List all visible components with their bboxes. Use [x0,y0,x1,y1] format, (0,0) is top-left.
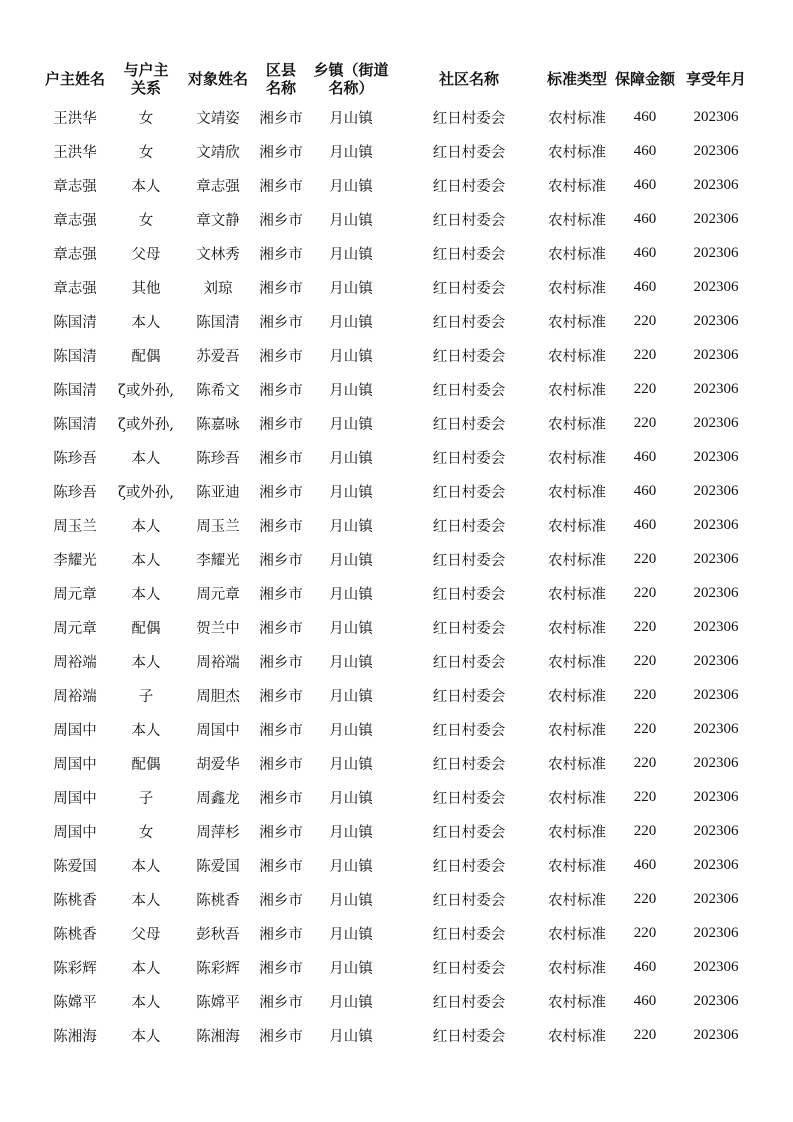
relationship-cell: 本人 [131,1028,161,1045]
period-cell: 202306 [693,142,739,159]
household-head-name-cell: 陈彩辉 [53,960,97,977]
community-cell: 红日村委会 [432,620,506,637]
township-cell: 月山镇 [329,790,373,807]
beneficiary-table [40,58,752,1052]
period-cell: 202306 [693,584,739,601]
township-cell: 月山镇 [329,178,373,195]
recipient-name-cell: 胡爱华 [196,756,240,773]
community-cell: 红日村委会 [432,756,506,773]
relationship-cell: 女 [138,110,154,127]
county-cell: 湘乡市 [259,178,303,195]
household-head-name-cell: 周元章 [53,586,97,603]
household-head-name-cell: 陈桃香 [53,926,97,943]
community-cell: 红日村委会 [432,484,506,501]
township-cell: 月山镇 [329,586,373,603]
recipient-name-cell: 周胆杰 [196,688,240,705]
period-cell: 202306 [693,924,739,941]
recipient-name-cell: 陈彩辉 [196,960,240,977]
relationship-cell: 女 [138,212,154,229]
county-cell: 湘乡市 [259,552,303,569]
standard-type-cell: 农村标准 [548,382,606,399]
county-cell: 湘乡市 [259,144,303,161]
household-head-name-cell: 陈珍吾 [53,484,97,501]
township-cell: 月山镇 [329,110,373,127]
township-cell: 月山镇 [329,654,373,671]
table-row [40,576,752,610]
recipient-name-cell: 陈亚迪 [196,484,240,501]
amount-cell: 460 [633,108,657,125]
township-cell: 月山镇 [329,144,373,161]
amount-cell: 460 [633,482,657,499]
township-cell: 月山镇 [329,892,373,909]
standard-type-cell: 农村标准 [548,654,606,671]
township-cell: 月山镇 [329,688,373,705]
county-cell: 湘乡市 [259,654,303,671]
community-cell: 红日村委会 [432,586,506,603]
period-cell: 202306 [693,312,739,329]
relationship-cell: 本人 [131,994,161,1011]
household-head-name-cell: 陈珍吾 [53,450,97,467]
township-cell: 月山镇 [329,212,373,229]
household-head-name-cell: 陈爱国 [53,858,97,875]
standard-type-cell: 农村标准 [548,246,606,263]
standard-type-cell: 农村标准 [548,212,606,229]
recipient-name-cell: 陈爱国 [196,858,240,875]
standard-type-cell: 农村标准 [548,926,606,943]
standard-type-cell: 农村标准 [548,688,606,705]
recipient-name-cell: 周鑫龙 [196,790,240,807]
township-cell: 月山镇 [329,518,373,535]
amount-cell: 460 [633,958,657,975]
township-cell: 月山镇 [329,994,373,1011]
standard-type-cell: 农村标准 [548,280,606,297]
township-cell: 月山镇 [329,348,373,365]
relationship-cell: 本人 [131,552,161,569]
relationship-cell: 配偶 [131,348,161,365]
county-cell: 湘乡市 [259,382,303,399]
county-cell: 湘乡市 [259,586,303,603]
period-cell: 202306 [693,278,739,295]
standard-type-cell: 农村标准 [548,892,606,909]
township-cell: 月山镇 [329,382,373,399]
standard-type-cell: 农村标准 [548,144,606,161]
relationship-cell: 本人 [131,314,161,331]
household-head-name-cell: 陈桃香 [53,892,97,909]
header-period: 享受年月 [685,70,746,88]
household-head-name-cell: 章志强 [53,280,97,297]
community-cell: 红日村委会 [432,212,506,229]
township-cell: 月山镇 [329,314,373,331]
table-row [40,474,752,508]
standard-type-cell: 农村标准 [548,518,606,535]
household-head-name-cell: 王洪华 [53,144,97,161]
township-cell: 月山镇 [329,824,373,841]
community-cell: 红日村委会 [432,416,506,433]
recipient-name-cell: 苏爱吾 [196,348,240,365]
period-cell: 202306 [693,754,739,771]
county-cell: 湘乡市 [259,314,303,331]
period-cell: 202306 [693,652,739,669]
relationship-cell: 本人 [131,654,161,671]
table-row [40,950,752,984]
community-cell: 红日村委会 [432,722,506,739]
township-cell: 月山镇 [329,246,373,263]
household-head-name-cell: 周元章 [53,620,97,637]
table-body [40,100,752,1052]
household-head-name-cell: 章志强 [53,246,97,263]
household-head-name-cell: 周裕端 [53,688,97,705]
period-cell: 202306 [693,686,739,703]
amount-cell: 460 [633,448,657,465]
period-cell: 202306 [693,380,739,397]
recipient-name-cell: 陈桃香 [196,892,240,909]
table-row [40,1018,752,1052]
standard-type-cell: 农村标准 [548,722,606,739]
period-cell: 202306 [693,1026,739,1043]
period-cell: 202306 [693,346,739,363]
relationship-cell: 配偶 [131,620,161,637]
table-row [40,304,752,338]
standard-type-cell: 农村标准 [548,484,606,501]
amount-cell: 220 [633,822,657,839]
relationship-cell: 父母 [131,926,161,943]
amount-cell: 220 [633,788,657,805]
relationship-cell: 其他 [131,280,161,297]
county-cell: 湘乡市 [259,756,303,773]
township-cell: 月山镇 [329,620,373,637]
relationship-cell: ζ或外孙, [118,484,174,501]
amount-cell: 460 [633,856,657,873]
table-row [40,610,752,644]
county-cell: 湘乡市 [259,960,303,977]
community-cell: 红日村委会 [432,688,506,705]
community-cell: 红日村委会 [432,246,506,263]
amount-cell: 220 [633,686,657,703]
community-cell: 红日村委会 [432,348,506,365]
standard-type-cell: 农村标准 [548,620,606,637]
community-cell: 红日村委会 [432,144,506,161]
standard-type-cell: 农村标准 [548,586,606,603]
household-head-name-cell: 王洪华 [53,110,97,127]
standard-type-cell: 农村标准 [548,824,606,841]
period-cell: 202306 [693,176,739,193]
community-cell: 红日村委会 [432,450,506,467]
period-cell: 202306 [693,210,739,227]
amount-cell: 220 [633,414,657,431]
table-row [40,236,752,270]
community-cell: 红日村委会 [432,960,506,977]
table-row [40,678,752,712]
household-head-name-cell: 章志强 [53,178,97,195]
amount-cell: 220 [633,550,657,567]
recipient-name-cell: 陈珍吾 [196,450,240,467]
recipient-name-cell: 周玉兰 [196,518,240,535]
standard-type-cell: 农村标准 [548,1028,606,1045]
household-head-name-cell: 陈国清 [53,314,97,331]
table-row [40,338,752,372]
table-row [40,882,752,916]
household-head-name-cell: 陈国清 [53,348,97,365]
relationship-cell: 子 [138,790,154,807]
amount-cell: 220 [633,754,657,771]
recipient-name-cell: 周裕端 [196,654,240,671]
community-cell: 红日村委会 [432,892,506,909]
community-cell: 红日村委会 [432,1028,506,1045]
relationship-cell: ζ或外孙, [118,382,174,399]
amount-cell: 460 [633,142,657,159]
table-row [40,814,752,848]
relationship-cell: 本人 [131,960,161,977]
amount-cell: 220 [633,1026,657,1043]
recipient-name-cell: 陈希文 [196,382,240,399]
county-cell: 湘乡市 [259,722,303,739]
table-row [40,508,752,542]
amount-cell: 460 [633,244,657,261]
amount-cell: 460 [633,278,657,295]
table-row [40,406,752,440]
table-row [40,202,752,236]
amount-cell: 220 [633,720,657,737]
county-cell: 湘乡市 [259,484,303,501]
county-cell: 湘乡市 [259,212,303,229]
county-cell: 湘乡市 [259,416,303,433]
table-row [40,712,752,746]
period-cell: 202306 [693,414,739,431]
township-cell: 月山镇 [329,722,373,739]
table-row [40,848,752,882]
table-row [40,780,752,814]
township-cell: 月山镇 [329,484,373,501]
amount-cell: 220 [633,652,657,669]
amount-cell: 220 [633,312,657,329]
relationship-cell: 本人 [131,892,161,909]
recipient-name-cell: 章志强 [196,178,240,195]
township-cell: 月山镇 [329,926,373,943]
table-row [40,372,752,406]
header-standard-type: 标准类型 [546,70,607,88]
period-cell: 202306 [693,244,739,261]
recipient-name-cell: 周国中 [196,722,240,739]
recipient-name-cell: 文靖姿 [196,110,240,127]
header-county: 区县 名称 [265,61,296,97]
township-cell: 月山镇 [329,416,373,433]
relationship-cell: 本人 [131,722,161,739]
township-cell: 月山镇 [329,756,373,773]
community-cell: 红日村委会 [432,280,506,297]
county-cell: 湘乡市 [259,1028,303,1045]
amount-cell: 220 [633,380,657,397]
standard-type-cell: 农村标准 [548,994,606,1011]
header-township: 乡镇（街道 名称） [313,61,389,97]
county-cell: 湘乡市 [259,280,303,297]
period-cell: 202306 [693,890,739,907]
period-cell: 202306 [693,856,739,873]
recipient-name-cell: 章文静 [196,212,240,229]
county-cell: 湘乡市 [259,450,303,467]
table-row [40,168,752,202]
relationship-cell: 本人 [131,450,161,467]
relationship-cell: 本人 [131,518,161,535]
relationship-cell: 本人 [131,178,161,195]
period-cell: 202306 [693,448,739,465]
table-row [40,440,752,474]
amount-cell: 460 [633,176,657,193]
table-row [40,644,752,678]
period-cell: 202306 [693,992,739,1009]
recipient-name-cell: 陈嘉咏 [196,416,240,433]
table-row [40,984,752,1018]
period-cell: 202306 [693,108,739,125]
community-cell: 红日村委会 [432,926,506,943]
household-head-name-cell: 陈国清 [53,382,97,399]
township-cell: 月山镇 [329,1028,373,1045]
relationship-cell: 父母 [131,246,161,263]
recipient-name-cell: 文靖欣 [196,144,240,161]
relationship-cell: 配偶 [131,756,161,773]
header-relationship: 与户主 关系 [123,61,169,97]
recipient-name-cell: 陈嫦平 [196,994,240,1011]
relationship-cell: 子 [138,688,154,705]
amount-cell: 220 [633,924,657,941]
community-cell: 红日村委会 [432,110,506,127]
table-row [40,100,752,134]
period-cell: 202306 [693,958,739,975]
county-cell: 湘乡市 [259,518,303,535]
household-head-name-cell: 周玉兰 [53,518,97,535]
household-head-name-cell: 陈湘海 [53,1028,97,1045]
county-cell: 湘乡市 [259,994,303,1011]
standard-type-cell: 农村标准 [548,348,606,365]
standard-type-cell: 农村标准 [548,858,606,875]
county-cell: 湘乡市 [259,858,303,875]
standard-type-cell: 农村标准 [548,960,606,977]
community-cell: 红日村委会 [432,790,506,807]
amount-cell: 220 [633,346,657,363]
township-cell: 月山镇 [329,960,373,977]
county-cell: 湘乡市 [259,824,303,841]
household-head-name-cell: 周裕端 [53,654,97,671]
county-cell: 湘乡市 [259,110,303,127]
standard-type-cell: 农村标准 [548,756,606,773]
relationship-cell: ζ或外孙, [118,416,174,433]
table-row [40,134,752,168]
header-amount: 保障金额 [614,70,675,88]
standard-type-cell: 农村标准 [548,790,606,807]
amount-cell: 220 [633,618,657,635]
household-head-name-cell: 陈嫦平 [53,994,97,1011]
recipient-name-cell: 周元章 [196,586,240,603]
community-cell: 红日村委会 [432,552,506,569]
recipient-name-cell: 刘琼 [203,280,233,297]
period-cell: 202306 [693,516,739,533]
township-cell: 月山镇 [329,552,373,569]
period-cell: 202306 [693,822,739,839]
recipient-name-cell: 彭秋吾 [196,926,240,943]
header-recipient-name: 对象姓名 [187,70,248,88]
amount-cell: 460 [633,992,657,1009]
community-cell: 红日村委会 [432,858,506,875]
household-head-name-cell: 陈国清 [53,416,97,433]
county-cell: 湘乡市 [259,246,303,263]
period-cell: 202306 [693,720,739,737]
household-head-name-cell: 周国中 [53,790,97,807]
county-cell: 湘乡市 [259,348,303,365]
township-cell: 月山镇 [329,450,373,467]
recipient-name-cell: 陈湘海 [196,1028,240,1045]
community-cell: 红日村委会 [432,382,506,399]
amount-cell: 220 [633,584,657,601]
period-cell: 202306 [693,482,739,499]
period-cell: 202306 [693,618,739,635]
standard-type-cell: 农村标准 [548,552,606,569]
county-cell: 湘乡市 [259,926,303,943]
community-cell: 红日村委会 [432,994,506,1011]
community-cell: 红日村委会 [432,654,506,671]
recipient-name-cell: 周萍杉 [196,824,240,841]
standard-type-cell: 农村标准 [548,110,606,127]
standard-type-cell: 农村标准 [548,178,606,195]
amount-cell: 460 [633,516,657,533]
household-head-name-cell: 周国中 [53,756,97,773]
county-cell: 湘乡市 [259,688,303,705]
amount-cell: 460 [633,210,657,227]
county-cell: 湘乡市 [259,620,303,637]
relationship-cell: 女 [138,824,154,841]
community-cell: 红日村委会 [432,314,506,331]
county-cell: 湘乡市 [259,790,303,807]
relationship-cell: 女 [138,144,154,161]
table-row [40,916,752,950]
table-row [40,542,752,576]
recipient-name-cell: 陈国清 [196,314,240,331]
household-head-name-cell: 周国中 [53,824,97,841]
household-head-name-cell: 章志强 [53,212,97,229]
table-header-row [40,58,752,100]
household-head-name-cell: 李耀光 [53,552,97,569]
township-cell: 月山镇 [329,858,373,875]
county-cell: 湘乡市 [259,892,303,909]
standard-type-cell: 农村标准 [548,314,606,331]
recipient-name-cell: 文林秀 [196,246,240,263]
community-cell: 红日村委会 [432,518,506,535]
header-community: 社区名称 [438,70,499,88]
relationship-cell: 本人 [131,858,161,875]
household-head-name-cell: 周国中 [53,722,97,739]
period-cell: 202306 [693,788,739,805]
table-row [40,746,752,780]
table-row [40,270,752,304]
period-cell: 202306 [693,550,739,567]
recipient-name-cell: 李耀光 [196,552,240,569]
community-cell: 红日村委会 [432,178,506,195]
header-household-head-name: 户主姓名 [44,70,105,88]
amount-cell: 220 [633,890,657,907]
standard-type-cell: 农村标准 [548,416,606,433]
relationship-cell: 本人 [131,586,161,603]
community-cell: 红日村委会 [432,824,506,841]
standard-type-cell: 农村标准 [548,450,606,467]
recipient-name-cell: 贺兰中 [196,620,240,637]
township-cell: 月山镇 [329,280,373,297]
